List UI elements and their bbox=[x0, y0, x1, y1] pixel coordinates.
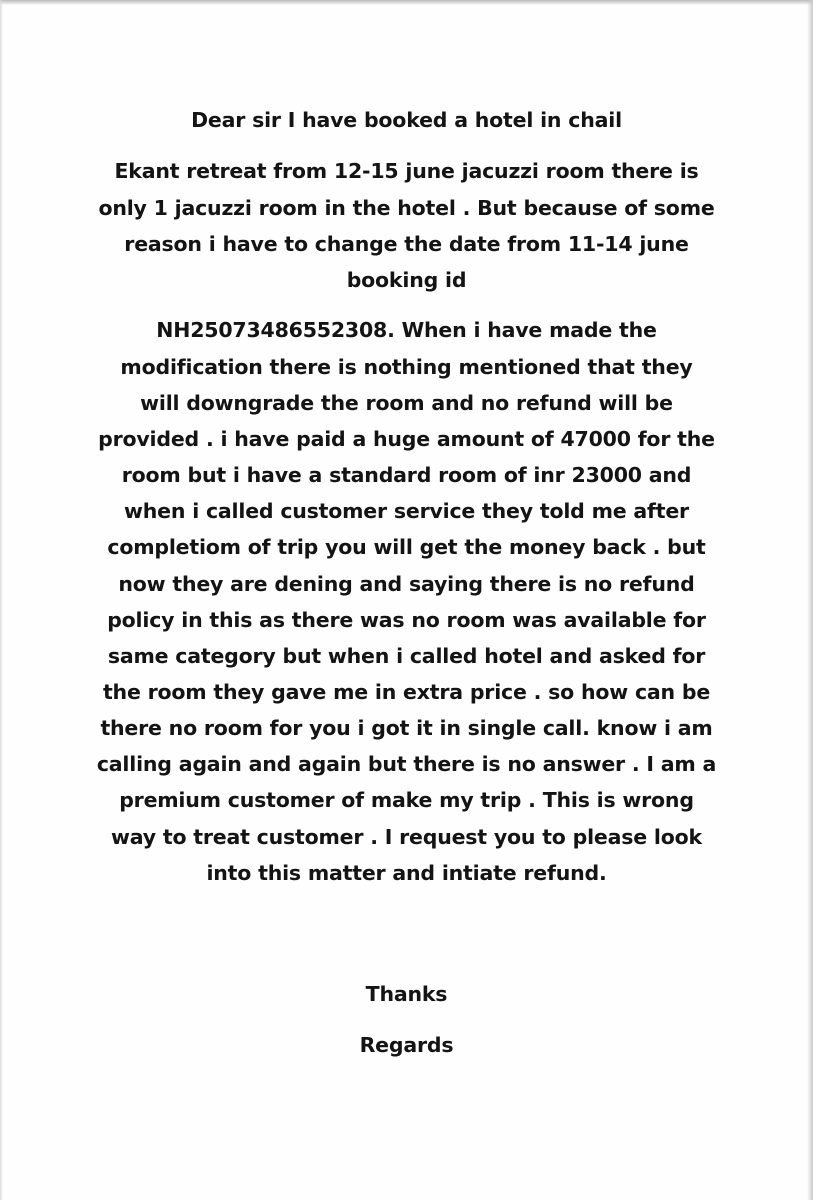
letter-line: NH25073486552308. When i have made the bbox=[156, 318, 657, 342]
salutation-line: Dear sir I have booked a hotel in chail bbox=[191, 108, 622, 132]
scan-shadow-left bbox=[0, 0, 3, 1200]
letter-line: reason i have to change the date from 11-14 june bbox=[124, 232, 689, 256]
letter-line: when i called customer service they told me after bbox=[124, 499, 689, 523]
letter-line: policy in this as there was no room was available for bbox=[107, 608, 706, 632]
letter-line: completiom of trip you will get the money back . but bbox=[107, 535, 706, 559]
letter-line: into this matter and intiate refund. bbox=[206, 861, 607, 885]
letter-line: there no room for you i got it in single call. know i am bbox=[100, 716, 713, 740]
letter-line: same category but when i called hotel and asked for bbox=[107, 644, 706, 668]
closing-thanks: Thanks bbox=[365, 982, 448, 1006]
letter-line: only 1 jacuzzi room in the hotel . But because of some bbox=[98, 196, 715, 220]
letter-line: way to treat customer . I request you to please look bbox=[111, 825, 702, 849]
scan-shadow-right bbox=[807, 0, 813, 1200]
letter-line: modification there is nothing mentioned that they bbox=[120, 355, 693, 379]
closing-regards: Regards bbox=[359, 1033, 454, 1057]
letter-line: will downgrade the room and no refund will be bbox=[140, 391, 673, 415]
letter-line: booking id bbox=[346, 268, 467, 292]
letter-line: Ekant retreat from 12-15 june jacuzzi room there is bbox=[114, 159, 699, 183]
scan-shadow-top bbox=[0, 0, 813, 5]
letter-line: the room they gave me in extra price . so how can be bbox=[102, 680, 711, 704]
letter-line: now they are dening and saying there is no refund bbox=[118, 572, 695, 596]
letter-line: provided . i have paid a huge amount of 47000 for the bbox=[98, 427, 715, 451]
letter-line: room but i have a standard room of inr 23000 and bbox=[121, 463, 692, 487]
letter-line: premium customer of make my trip . This is wrong bbox=[119, 788, 694, 812]
letter-line: calling again and again but there is no answer . I am a bbox=[96, 752, 717, 776]
